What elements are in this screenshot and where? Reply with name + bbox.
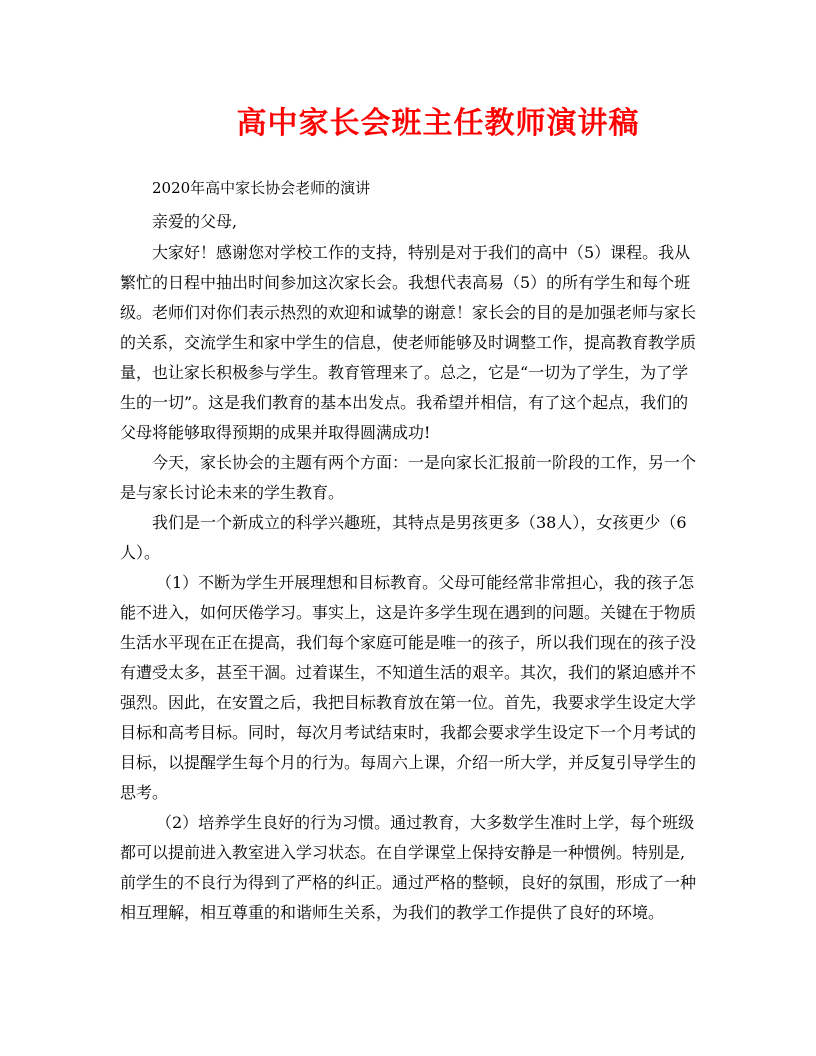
text-line: 生活水平现在正在提高，我们每个家庭可能是唯一的孩子，所以我们现在的孩子没 <box>120 633 697 652</box>
text-line: 父母将能够取得预期的成果并取得圆满成功! <box>120 423 431 442</box>
paragraph <box>120 568 700 808</box>
text-line: 能不进入，如何厌倦学习。事实上，这是许多学生现在遇到的问题。关键在于物质 <box>120 603 697 622</box>
text-line: 前学生的不良行为得到了严格的纠正。通过严格的整顿，良好的氛围，形成了一种 <box>120 873 697 892</box>
text-line: 大家好！感谢您对学校工作的支持，特别是对于我们的高中（5）课程。我从 <box>152 243 691 262</box>
text-line: 繁忙的日程中抽出时间参加这次家长会。我想代表高易（5）的所有学生和每个班 <box>120 273 691 292</box>
text-line: 今天，家长协会的主题有两个方面：一是向家长汇报前一阶段的工作，另一个 <box>152 453 697 472</box>
text-line: 级。老师们对你们表示热烈的欢迎和诚挚的谢意！家长会的目的是加强老师与家长 <box>120 303 697 322</box>
paragraph <box>120 808 700 928</box>
text-line: 是与家长讨论未来的学生教育。 <box>120 483 345 502</box>
text-line: 目标，以提醒学生每个月的行为。每周六上课，介绍一所大学，并反复引导学生的 <box>120 753 697 772</box>
document-subtitle: 2020年高中家长协会老师的演讲 <box>152 179 371 197</box>
text-line: （1）不断为学生开展理想和目标教育。父母可能经常非常担心，我的孩子怎 <box>156 573 695 592</box>
document-body <box>120 238 700 928</box>
text-line: 我们是一个新成立的科学兴趣班，其特点是男孩更多（38人），女孩更少（6 <box>152 513 687 532</box>
document-title: 高中家长会班主任教师演讲稿 <box>236 106 640 141</box>
text-line: 都可以提前进入教室进入学习状态。在自学课堂上保持安静是一种惯例。特别是, <box>120 843 686 862</box>
text-line: 目标和高考目标。同时，每次月考试结束时，我都会要求学生设定下一个月考试的 <box>120 723 697 742</box>
text-line: 人）。 <box>120 543 161 562</box>
text-line: 强烈。因此，在安置之后，我把目标教育放在第一位。首先，我要求学生设定大学 <box>120 693 697 712</box>
text-line: 的关系，交流学生和家中学生的信息，使老师能够及时调整工作，提高教育教学质 <box>120 333 697 352</box>
text-line: 相互理解，相互尊重的和谐师生关系，为我们的教学工作提供了良好的环境。 <box>120 903 665 922</box>
text-line: （2）培养学生良好的行为习惯。通过教育，大多数学生准时上学，每个班级 <box>156 813 695 832</box>
text-line: 生的一切”。这是我们教育的基本出发点。我希望并相信，有了这个起点，我们的 <box>120 393 689 412</box>
paragraph <box>120 238 700 448</box>
text-line: 有遭受太多，甚至干涸。过着谋生，不知道生活的艰辛。其次，我们的紧迫感并不 <box>120 663 697 682</box>
text-line: 思考。 <box>120 783 169 802</box>
greeting: 亲爱的父母, <box>152 212 238 231</box>
text-line: 量，也让家长积极参与学生。教育管理来了。总之，它是“一切为了学生，为了学 <box>120 363 689 382</box>
paragraph <box>120 508 700 568</box>
paragraph <box>120 448 700 508</box>
